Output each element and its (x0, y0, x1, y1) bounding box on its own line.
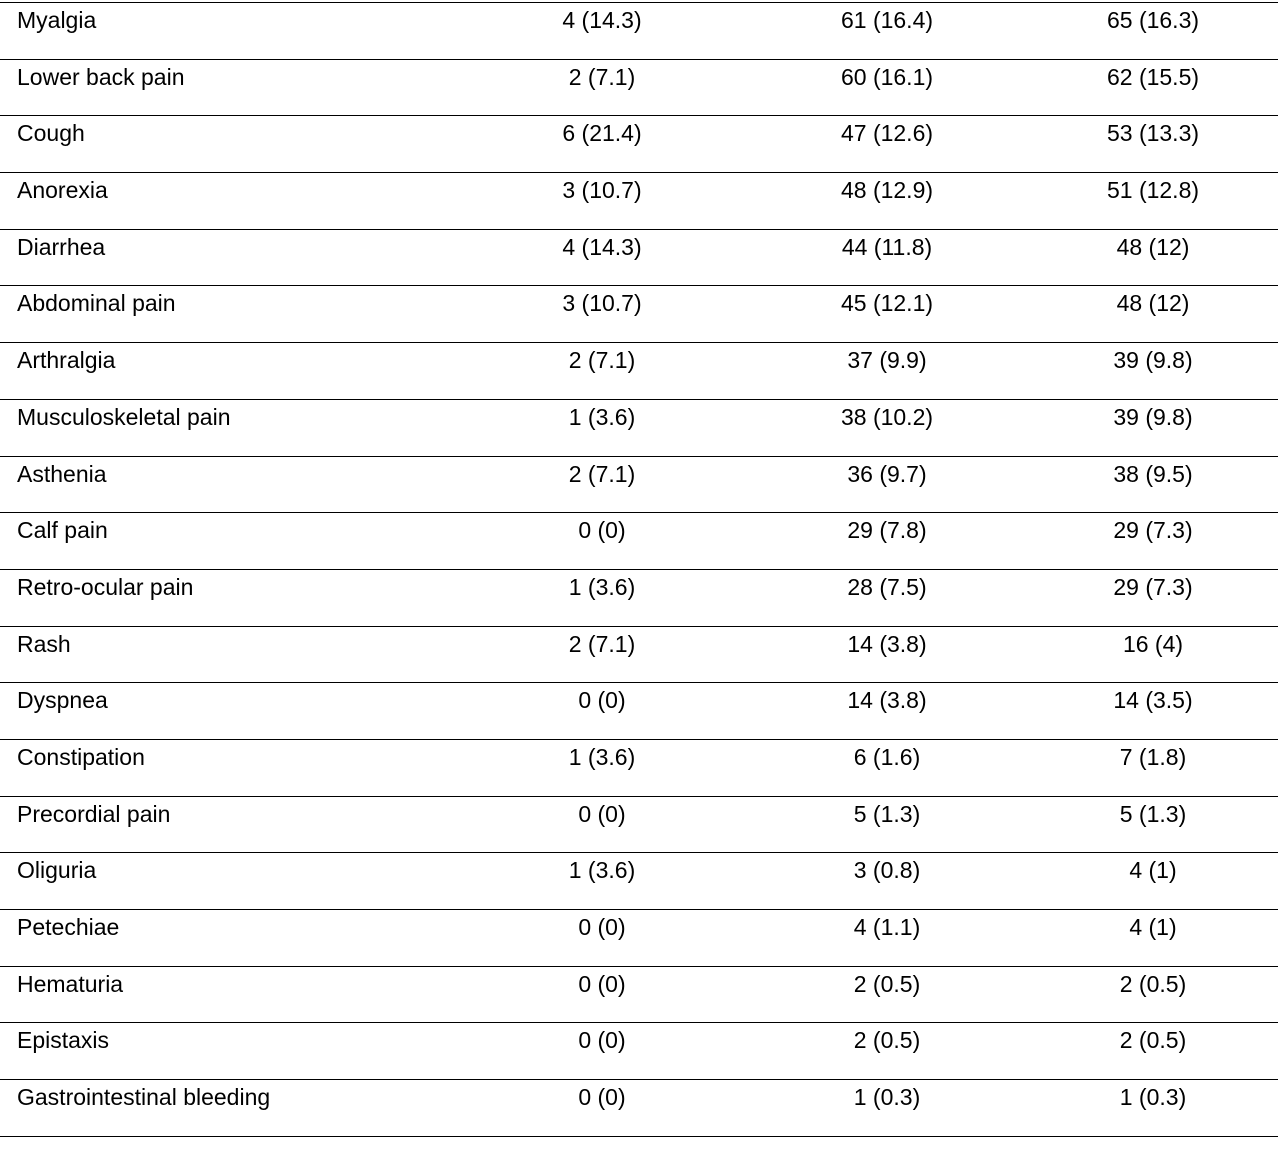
symptom-label: Asthenia (17, 460, 107, 487)
symptom-label: Abdominal pain (17, 290, 176, 317)
symptom-label: Calf pain (17, 517, 108, 544)
table-row (0, 3, 1278, 60)
group2-value: 28 (7.5) (847, 573, 927, 600)
symptom-label: Anorexia (17, 177, 108, 204)
symptom-label: Myalgia (17, 7, 97, 33)
total-value: 5 (1.3) (1119, 800, 1187, 827)
symptom-label: Hematuria (17, 970, 124, 997)
group2-value: 47 (12.6) (840, 120, 934, 147)
group1-value: 2 (7.1) (568, 63, 636, 90)
total-value: 48 (12) (1116, 290, 1190, 317)
group2-value: 4 (1.1) (853, 914, 921, 940)
group2-value: 60 (16.1) (840, 63, 934, 90)
total-value: 62 (15.5) (1106, 63, 1200, 90)
symptom-label: Arthralgia (17, 347, 116, 374)
group2-value: 44 (11.8) (841, 233, 933, 260)
table-row (0, 173, 1278, 230)
symptom-label: Retro-ocular pain (17, 573, 194, 600)
symptom-label: Constipation (17, 743, 145, 770)
group1-value: 2 (7.1) (568, 347, 636, 374)
total-value: 2 (0.5) (1119, 970, 1187, 997)
group1-value: 0 (0) (578, 914, 626, 940)
total-value: 65 (16.3) (1106, 7, 1200, 33)
total-value: 39 (9.8) (1113, 347, 1193, 374)
table-row (0, 570, 1278, 627)
total-value: 1 (0.3) (1119, 1084, 1187, 1111)
group1-value: 0 (0) (578, 687, 626, 714)
total-value: 14 (3.5) (1113, 687, 1193, 714)
group1-value: 4 (14.3) (562, 7, 642, 33)
total-value: 53 (13.3) (1106, 120, 1200, 147)
symptom-label: Lower back pain (17, 63, 185, 90)
symptom-label: Oliguria (17, 857, 97, 884)
group1-value: 1 (3.6) (568, 743, 636, 770)
group2-value: 37 (9.9) (847, 347, 927, 374)
group2-value: 36 (9.7) (847, 460, 927, 487)
symptoms-table (0, 2, 1278, 1137)
symptom-label: Precordial pain (17, 800, 171, 827)
group1-value: 1 (3.6) (568, 573, 636, 600)
table-row (0, 683, 1278, 740)
table-row (0, 967, 1278, 1024)
total-value: 29 (7.3) (1113, 517, 1193, 544)
table-row (0, 740, 1278, 797)
table-row (0, 853, 1278, 910)
group2-value: 6 (1.6) (853, 743, 921, 770)
group2-value: 1 (0.3) (853, 1084, 921, 1111)
group1-value: 0 (0) (578, 970, 626, 997)
group2-value: 61 (16.4) (840, 7, 934, 33)
table-row (0, 400, 1278, 457)
group1-value: 2 (7.1) (568, 630, 636, 657)
group2-value: 14 (3.8) (847, 687, 927, 714)
group1-value: 1 (3.6) (568, 403, 636, 430)
total-value: 7 (1.8) (1119, 743, 1187, 770)
symptom-label: Dyspnea (17, 687, 108, 714)
table-row (0, 457, 1278, 514)
group1-value: 2 (7.1) (568, 460, 636, 487)
total-value: 39 (9.8) (1113, 403, 1193, 430)
symptom-label: Musculoskeletal pain (17, 403, 231, 430)
group2-value: 14 (3.8) (847, 630, 927, 657)
group1-value: 6 (21.4) (562, 120, 642, 147)
group1-value: 0 (0) (578, 1084, 626, 1111)
total-value: 48 (12) (1116, 233, 1190, 260)
group1-value: 4 (14.3) (562, 233, 642, 260)
total-value: 16 (4) (1122, 630, 1184, 657)
table-row (0, 230, 1278, 287)
group2-value: 45 (12.1) (840, 290, 934, 317)
symptom-label: Cough (17, 120, 85, 147)
table-row (0, 627, 1278, 684)
group2-value: 2 (0.5) (853, 970, 921, 997)
total-value: 38 (9.5) (1113, 460, 1193, 487)
group1-value: 1 (3.6) (568, 857, 636, 884)
total-value: 4 (1) (1129, 857, 1177, 884)
group1-value: 3 (10.7) (562, 177, 642, 204)
table-row (0, 343, 1278, 400)
total-value: 4 (1) (1129, 914, 1177, 940)
group2-value: 48 (12.9) (840, 177, 934, 204)
group2-value: 3 (0.8) (853, 857, 921, 884)
group1-value: 3 (10.7) (562, 290, 642, 317)
table-row (0, 797, 1278, 854)
group2-value: 29 (7.8) (847, 517, 927, 544)
total-value: 2 (0.5) (1119, 1027, 1187, 1054)
total-value: 29 (7.3) (1113, 573, 1193, 600)
total-value: 51 (12.8) (1106, 177, 1200, 204)
table-row (0, 286, 1278, 343)
group2-value: 5 (1.3) (853, 800, 921, 827)
group1-value: 0 (0) (578, 800, 626, 827)
table-row (0, 1080, 1278, 1137)
table-row (0, 910, 1278, 967)
symptom-label: Gastrointestinal bleeding (17, 1084, 271, 1111)
group2-value: 2 (0.5) (853, 1027, 921, 1054)
symptom-label: Rash (17, 630, 71, 657)
table-row (0, 513, 1278, 570)
symptom-label: Epistaxis (17, 1027, 110, 1054)
table-row (0, 60, 1278, 117)
table-row (0, 116, 1278, 173)
symptom-label: Diarrhea (17, 233, 106, 260)
table-row (0, 1023, 1278, 1080)
group2-value: 38 (10.2) (840, 403, 934, 430)
symptom-label: Petechiae (17, 914, 120, 940)
group1-value: 0 (0) (578, 1027, 626, 1054)
group1-value: 0 (0) (578, 517, 626, 544)
